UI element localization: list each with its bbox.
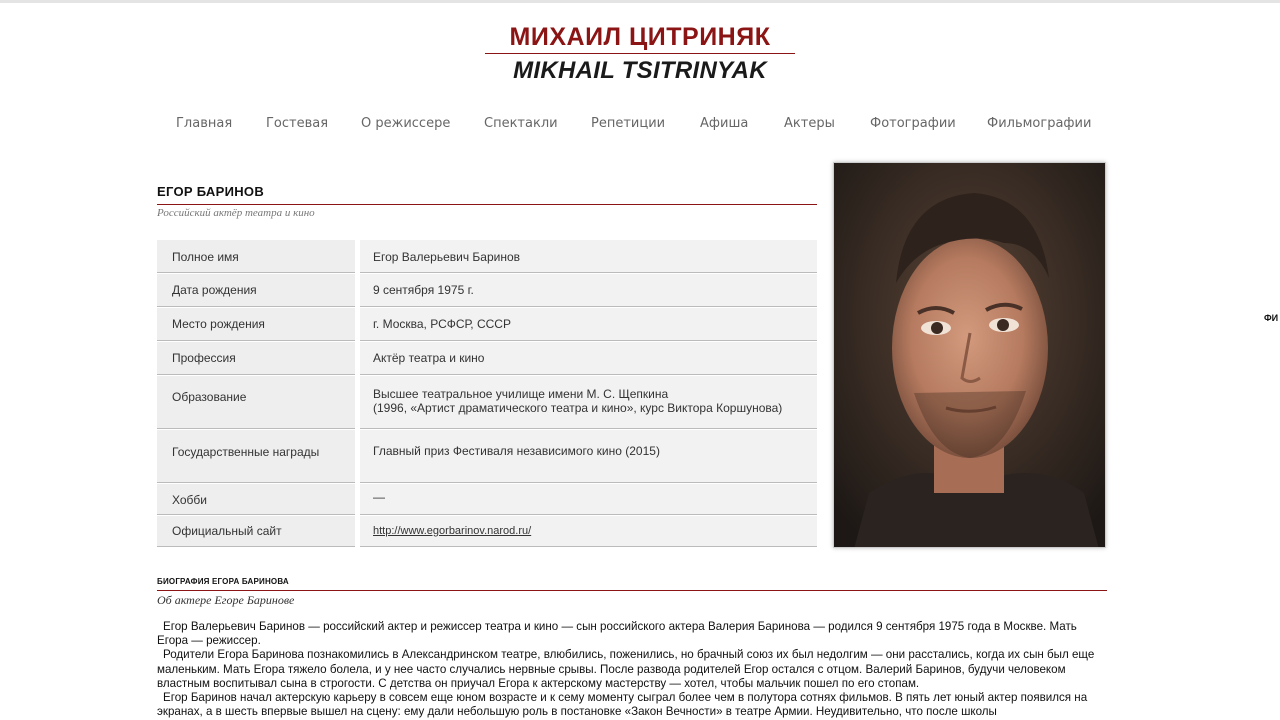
nav-item-playbill[interactable]: Афиша: [700, 116, 749, 131]
nav-item-guestbook[interactable]: Гостевая: [266, 116, 329, 131]
nav-item-about-director[interactable]: О режиссере: [361, 116, 451, 131]
info-value: Главный приз Фестиваля независимого кино (2015): [360, 430, 817, 482]
info-label: Государственные награды: [157, 430, 355, 482]
top-border: [0, 0, 1280, 3]
nav-item-actors[interactable]: Актеры: [784, 116, 835, 131]
info-row-education: [157, 376, 817, 428]
nav-item-rehearsals[interactable]: Репетиции: [591, 116, 666, 131]
nav-item-home[interactable]: Главная: [176, 116, 233, 131]
bio-paragraph: Родители Егора Баринова познакомились в Александринском театре, влюбились, поженились, но брачный союз их был недолгим — они расстались, когда их сын был еще маленьким. Мать Егора тяжело болела, и у нее часто случались нервные срывы. После развода родителей Егор остался с отцом. Валерий Баринов, будучи человеком властным воспитывал сына в строгости. С детства он приучал Егора к актерскому мастерству — хотел, чтобы мальчик пошел по его стопам.: [157, 648, 1095, 690]
nav-item-filmographies[interactable]: Фильмографии: [987, 116, 1092, 131]
info-value: 9 сентября 1975 г.: [360, 274, 817, 306]
name-divider: [157, 204, 817, 205]
info-row-birth-place: [157, 308, 817, 340]
official-site-link[interactable]: http://www.egorbarinov.narod.ru/: [373, 525, 532, 537]
person-subtitle: Российский актёр театра и кино: [157, 207, 315, 219]
info-row-birth-date: [157, 274, 817, 306]
bio-text: [157, 620, 1107, 719]
site-title-ru[interactable]: МИХАИЛ ЦИТРИНЯК: [509, 23, 771, 51]
info-label: Хобби: [157, 484, 355, 514]
info-row-profession: [157, 342, 817, 374]
nav-item-performances[interactable]: Спектакли: [484, 116, 558, 131]
bio-subtitle: Об актере Егоре Баринове: [157, 593, 295, 607]
info-label: Дата рождения: [157, 274, 355, 306]
info-value: Актёр театра и кино: [360, 342, 817, 374]
info-value: [360, 516, 817, 546]
offscreen-edge-text: ФИ: [1264, 313, 1279, 323]
bio-paragraph: Егор Валерьевич Баринов — российский актер и режиссер театра и кино — сын российского актера Валерия Баринова — родился 9 сентября 1975 года в Москве. Мать Егора — режиссер.: [157, 620, 1077, 648]
info-label: Полное имя: [157, 240, 355, 272]
info-label: Профессия: [157, 342, 355, 374]
nav-item-photos[interactable]: Фотографии: [870, 116, 956, 131]
info-row-awards: [157, 430, 817, 482]
portrait-icon: [834, 163, 1106, 548]
info-value: Высшее театральное училище имени М. С. Щепкина (1996, «Артист драматического театра и кино», курс Виктора Коршунова): [360, 376, 817, 428]
info-value: г. Москва, РСФСР, СССР: [360, 308, 817, 340]
info-row-website: [157, 516, 817, 546]
person-name: ЕГОР БАРИНОВ: [157, 184, 265, 199]
info-row-hobby: [157, 484, 817, 514]
bio-divider: [157, 590, 1107, 591]
site-title-en[interactable]: MIKHAIL TSITRINYAK: [513, 57, 767, 84]
info-label: Официальный сайт: [157, 516, 355, 546]
main-nav: [0, 112, 1280, 136]
info-row-full-name: [157, 240, 817, 272]
info-value: —: [360, 484, 817, 514]
info-label: Место рождения: [157, 308, 355, 340]
site-header: [0, 18, 1280, 88]
info-value: Егор Валерьевич Баринов: [360, 240, 817, 272]
info-label: Образование: [157, 376, 355, 428]
bio-paragraph: Егор Баринов начал актерскую карьеру в совсем еще юном возрасте и к сему моменту сыграл более чем в полутора сотнях фильмов. В пять лет юный актер появился на экранах, а в шесть впервые вышел на сцену: ему дали небольшую роль в постановке «Закон Вечности» в театре Армии. Неудивительно, что после школы: [157, 691, 1088, 719]
bio-heading: БИОГРАФИЯ ЕГОРА БАРИНОВА: [157, 577, 289, 586]
actor-photo: [833, 162, 1106, 548]
